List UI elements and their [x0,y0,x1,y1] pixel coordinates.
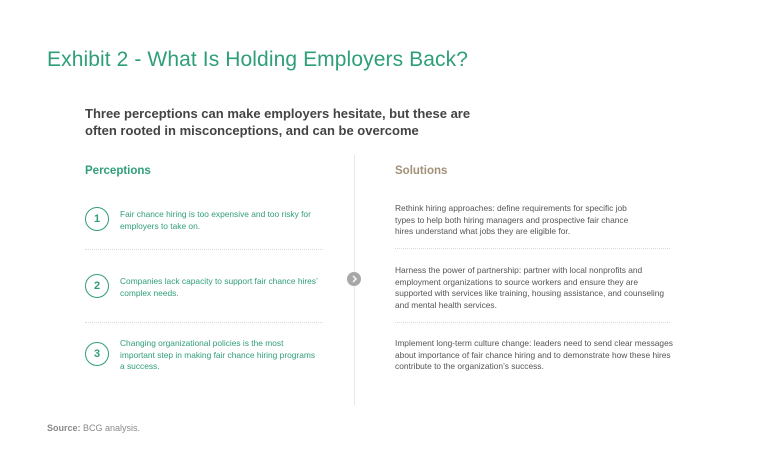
source-label: Source: [47,423,81,433]
solutions-heading: Solutions [395,165,448,177]
perception-number: 2 [85,274,109,298]
solution-text: Rethink hiring approaches: define requirements for specific job types to help both hiring managers and prospective fair chance hires understand what jobs they are eligible for. [395,203,629,236]
perception-number: 3 [85,342,109,366]
perceptions-heading: Perceptions [85,165,151,177]
perception-number: 1 [85,207,109,231]
divider [85,322,323,323]
perception-text: Fair chance hiring is too expensive and too risky for employers to take on. [120,209,311,231]
exhibit-title: Exhibit 2 - What Is Holding Employers Back? [47,48,468,71]
divider [395,248,670,249]
source-text: BCG analysis. [83,423,141,433]
perception-text: Changing organizational policies is the most important step in making fair chance hiring programs a success. [120,338,316,371]
perception-text: Companies lack capacity to support fair chance hires’ complex needs. [120,276,318,298]
divider [85,249,323,250]
source-note [47,423,140,433]
exhibit-subtitle: Three perceptions can make employers hesitate, but these are often rooted in misconceptions, and can be overcome [85,106,471,138]
solution-text: Implement long-term culture change: leaders need to send clear messages about importance of fair chance hiring and to demonstrate how these hires contribute to the organization’s success. [395,338,673,371]
solution-text: Harness the power of partnership: partner with local nonprofits and employment organizations to source workers and ensure they are supported with services like training, housing assistance, and counseling and mental health services. [395,265,665,310]
chevron-right-icon [347,272,361,286]
divider [395,322,670,323]
